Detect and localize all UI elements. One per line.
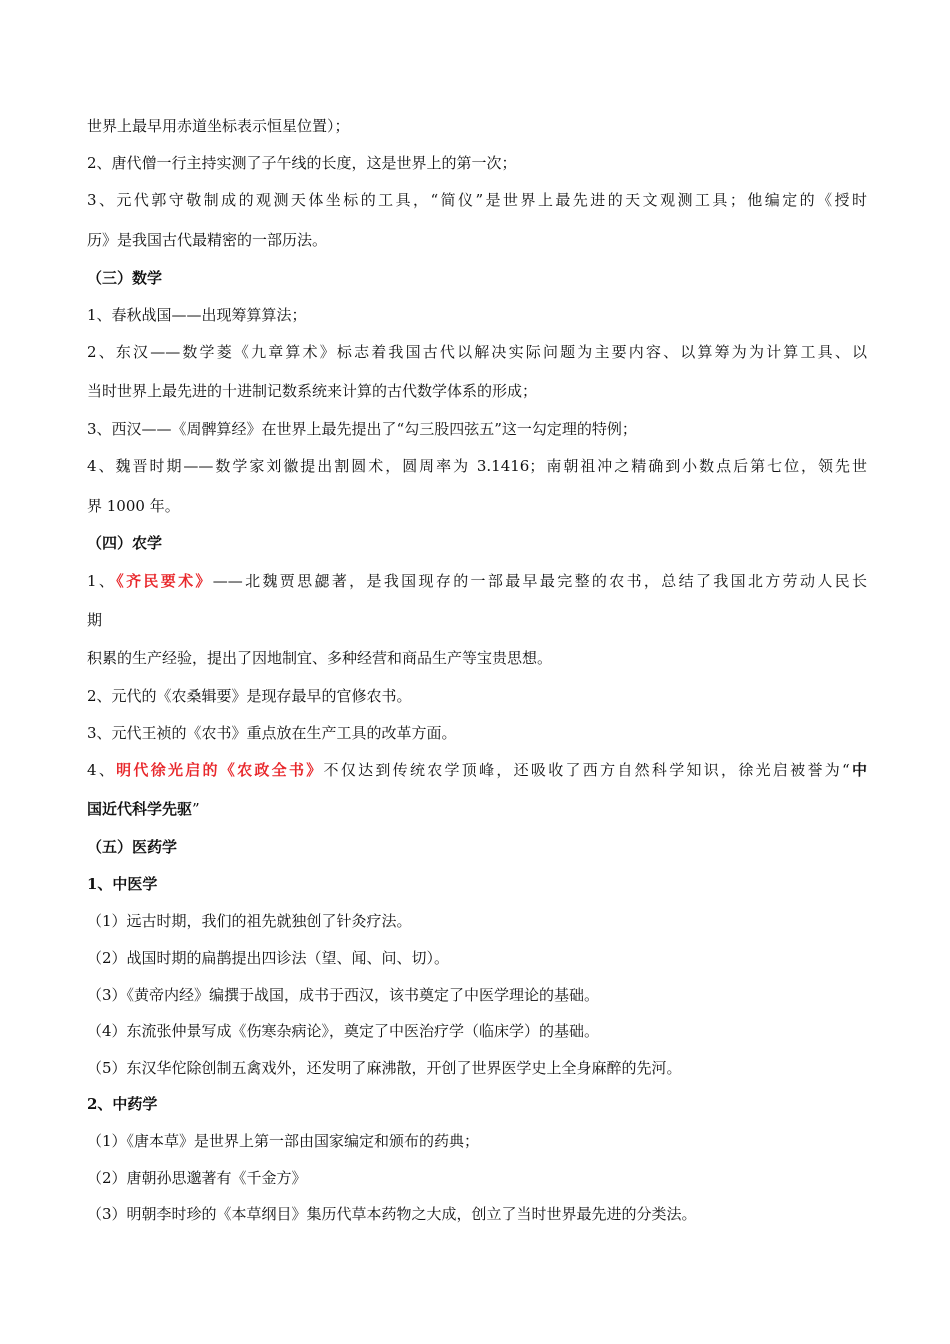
text-span: 1、 [87, 572, 117, 590]
list-item: （2）唐朝孙思邈著有《千金方》 [87, 1169, 307, 1187]
text-line: 3、元代郭守敬制成的观测天体坐标的工具，“简仪”是世界上最先进的天文观测工具；他编定的《授时 [87, 191, 867, 209]
text-line: 1、春秋战国——出现筹算算法； [87, 306, 307, 324]
text-line: 2、东汉——数学菱《九章算术》标志着我国古代以解决实际问题为主要内容、以算筹为为计算工具、以 [87, 343, 867, 361]
text-line: 2、唐代僧一行主持实测了子午线的长度，这是世界上的第一次； [87, 154, 517, 172]
highlight-book-title: 《齐民要术》 [116, 572, 213, 590]
text-line: 2、元代的《农桑辑要》是现存最早的官修农书。 [87, 687, 412, 705]
list-item: （4）东流张仲景写成《伤寒杂病论》，奠定了中医治疗学（临床学）的基础。 [87, 1022, 600, 1040]
highlight-book-title: 明代徐光启的《农政全书》 [116, 761, 324, 779]
text-line: 历》是我国古代最精密的一部历法。 [87, 231, 328, 249]
section-heading-agriculture: （四）农学 [87, 534, 163, 552]
text-line: 3、元代王祯的《农书》重点放在生产工具的改革方面。 [87, 724, 457, 742]
text-span: 不仅达到传统农学顶峰，还吸收了西方自然科学知识，徐光启被誉为“ [323, 761, 850, 779]
text-line: 界 1000 年。 [87, 497, 180, 515]
text-span: ” [192, 800, 200, 818]
section-heading-math: （三）数学 [87, 269, 163, 287]
text-line: 积累的生产经验，提出了因地制宜、多种经营和商品生产等宝贵思想。 [87, 649, 553, 667]
list-item: （2）战国时期的扁鹊提出四诊法（望、闻、问、切）。 [87, 949, 450, 967]
text-line: 期 [87, 611, 103, 629]
section-heading-medicine: （五）医药学 [87, 838, 178, 856]
text-span-bold: 中 [849, 761, 867, 779]
list-item: （3）明朝李时珍的《本草纲目》集历代草本药物之大成，创立了当时世界最先进的分类法。 [87, 1205, 697, 1223]
subsection-heading-tcm: 1、中医学 [87, 875, 158, 893]
text-line [87, 571, 867, 591]
text-span: 4、 [87, 761, 117, 779]
text-line: 当时世界上最先进的十进制记数系统来计算的古代数学体系的形成； [87, 382, 538, 400]
text-line: 世界上最早用赤道坐标表示恒星位置）； [87, 117, 350, 135]
text-span-bold: 国近代科学先驱 [87, 800, 193, 818]
text-line [87, 799, 867, 819]
subsection-heading-herbal: 2、中药学 [87, 1095, 158, 1113]
text-line: 3、西汉——《周髀算经》在世界上最先提出了“勾三股四弦五”这一勾定理的特例； [87, 420, 637, 438]
list-item: （3）《黄帝内经》编撰于战国，成书于西汉，该书奠定了中医学理论的基础。 [87, 986, 600, 1004]
list-item: （5）东汉华佗除创制五禽戏外，还发明了麻沸散，开创了世界医学史上全身麻醉的先河。 [87, 1059, 682, 1077]
list-item: （1）远古时期，我们的祖先就独创了针灸疗法。 [87, 912, 412, 930]
text-span: ——北魏贾思勰著，是我国现存的一部最早最完整的农书，总结了我国北方劳动人民长 [212, 572, 867, 590]
text-line [87, 760, 867, 780]
list-item: （1）《唐本草》是世界上第一部由国家编定和颁布的药典； [87, 1132, 480, 1150]
text-line: 4、魏晋时期——数学家刘徽提出割圆术，圆周率为 3.1416；南朝祖冲之精确到小数点后第七位，领先世 [87, 457, 867, 475]
